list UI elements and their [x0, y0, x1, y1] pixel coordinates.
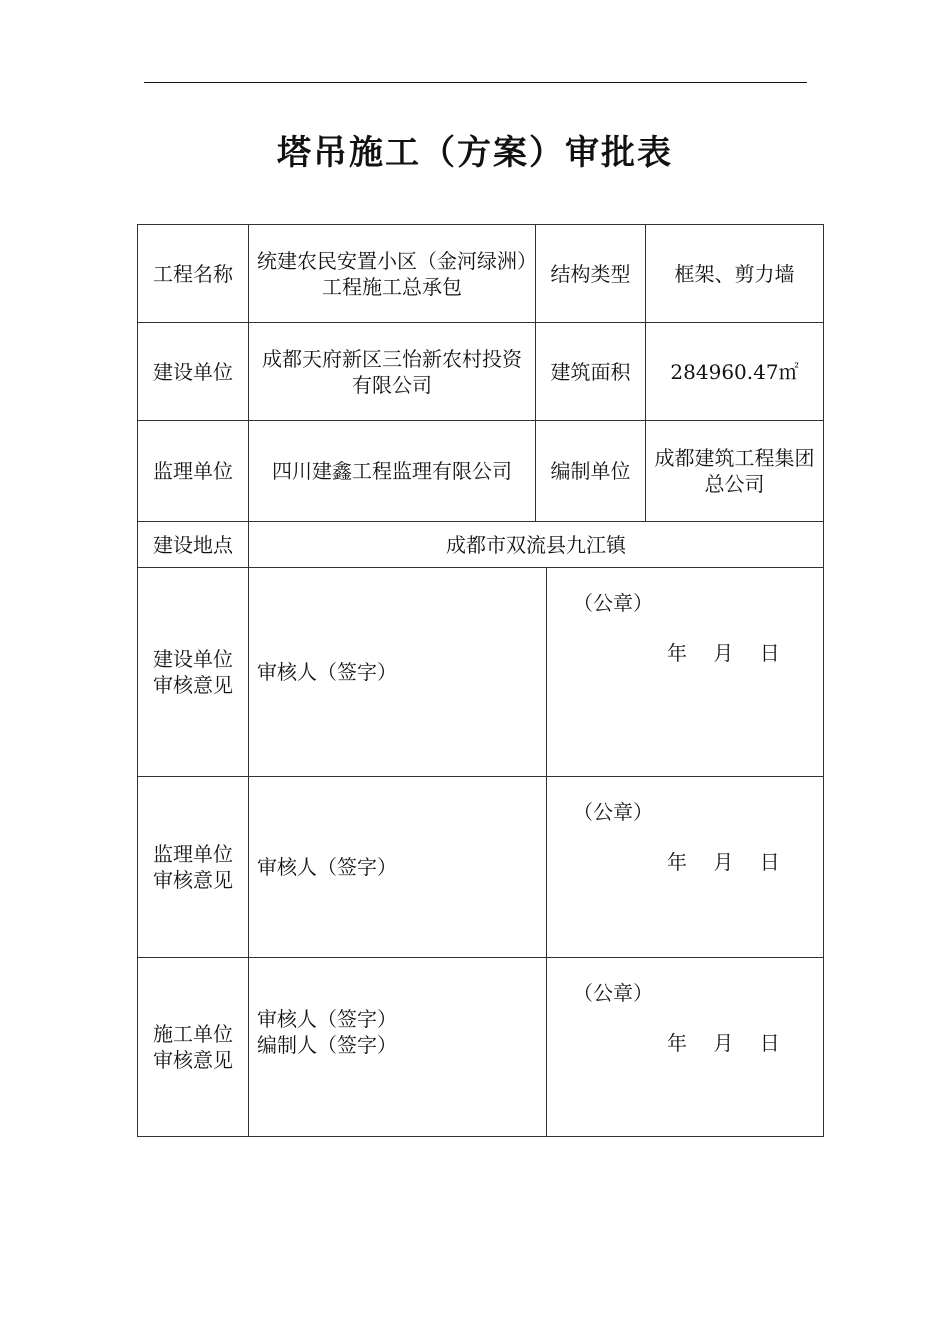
page-title: 塔吊施工（方案）审批表: [277, 133, 673, 173]
review-label-line1: 监理单位: [153, 842, 233, 866]
row-supervisor: [138, 421, 824, 522]
approval-table: [137, 224, 824, 1137]
owner-label: 建设单位: [138, 323, 249, 421]
date-label: 年 月 日: [667, 1031, 790, 1055]
row-project: [138, 225, 824, 323]
review-label-line2: 审核意见: [153, 1048, 233, 1072]
date-label: 年 月 日: [667, 850, 790, 874]
reviewer-signature-label: 审核人（签字）: [257, 1007, 397, 1031]
review-label-line2: 审核意见: [153, 868, 233, 892]
owner-value: 成都天府新区三怡新农村投资有限公司: [249, 323, 536, 421]
review-seal-owner: [547, 568, 824, 777]
structure-type-label: 结构类型: [536, 225, 646, 323]
row-owner: [138, 323, 824, 421]
review-sign-supervisor: [249, 777, 547, 958]
seal-label: （公章）: [573, 981, 653, 1005]
date-label: 年 月 日: [667, 641, 790, 665]
seal-label: （公章）: [573, 591, 653, 615]
review-label-supervisor: [138, 777, 249, 958]
review-label-contractor: [138, 958, 249, 1137]
seal-label: （公章）: [573, 800, 653, 824]
editor-signature-label: 编制人（签字）: [257, 1033, 397, 1057]
supervisor-label: 监理单位: [138, 421, 249, 522]
project-name-value: 统建农民安置小区（金河绿洲）工程施工总承包: [249, 225, 536, 323]
review-seal-contractor: [547, 958, 824, 1137]
header-rule: [144, 82, 807, 83]
supervisor-value: 四川建鑫工程监理有限公司: [249, 421, 536, 522]
review-label-line1: 建设单位: [153, 647, 233, 671]
reviewer-signature-label: 审核人（签字）: [257, 660, 397, 684]
review-seal-supervisor: [547, 777, 824, 958]
reviewer-signature-label: 审核人（签字）: [257, 855, 397, 879]
review-sign-contractor: [249, 958, 547, 1137]
review-row-owner: [138, 568, 824, 777]
compiler-value: 成都建筑工程集团总公司: [646, 421, 824, 522]
project-name-label: 工程名称: [138, 225, 249, 323]
compiler-label: 编制单位: [536, 421, 646, 522]
review-label-line2: 审核意见: [153, 673, 233, 697]
review-label-line1: 施工单位: [153, 1022, 233, 1046]
location-label: 建设地点: [138, 522, 249, 568]
row-location: [138, 522, 824, 568]
review-row-contractor: [138, 958, 824, 1137]
area-value: 284960.47㎡: [646, 323, 824, 421]
review-row-supervisor: [138, 777, 824, 958]
location-value: 成都市双流县九江镇: [249, 522, 824, 568]
structure-type-value: 框架、剪力墙: [646, 225, 824, 323]
review-label-owner: [138, 568, 249, 777]
area-label: 建筑面积: [536, 323, 646, 421]
review-sign-owner: [249, 568, 547, 777]
